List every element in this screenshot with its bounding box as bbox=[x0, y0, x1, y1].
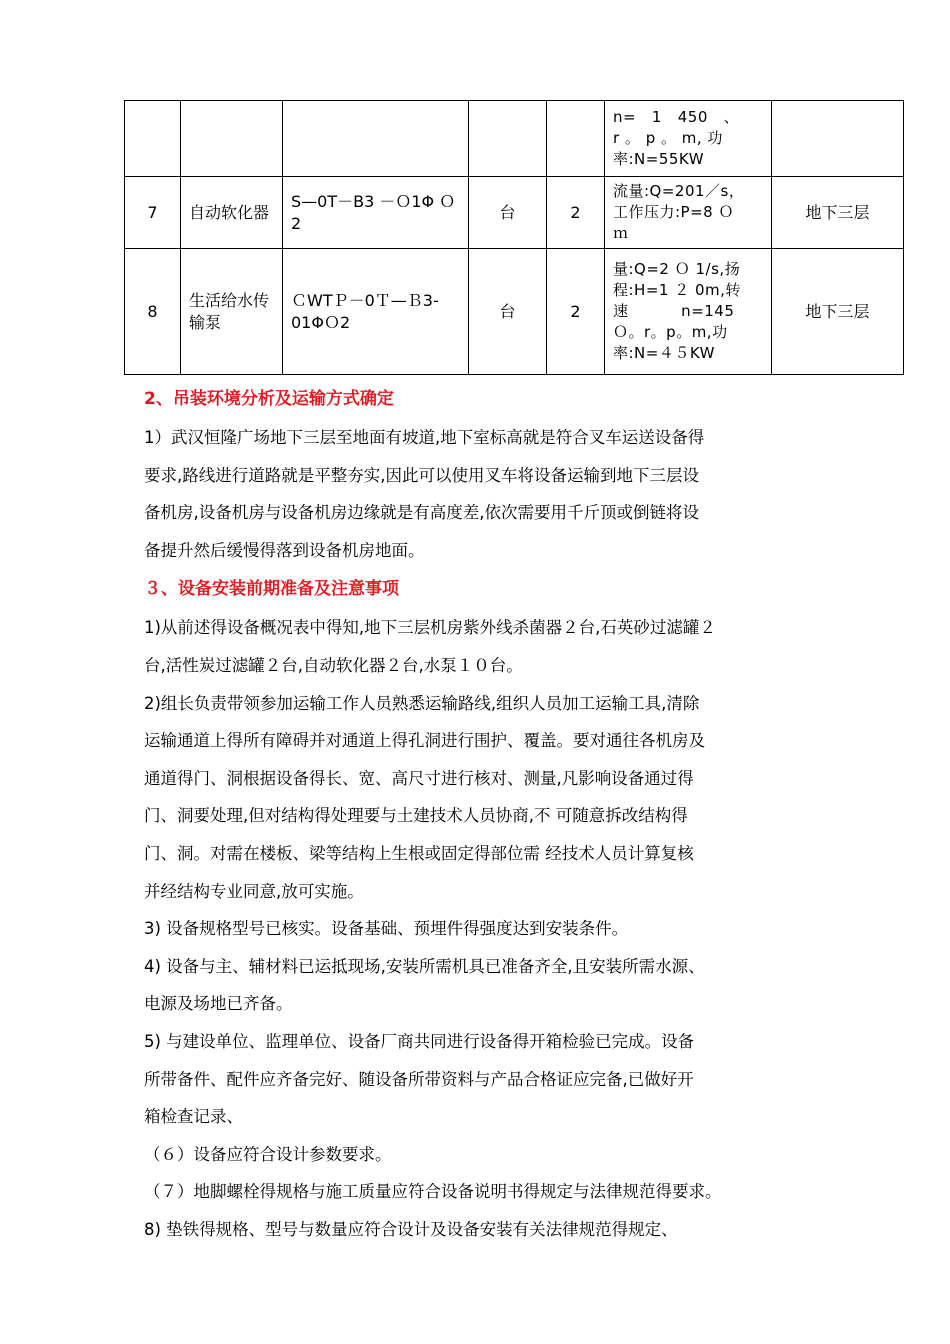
cell-unit bbox=[469, 101, 547, 177]
table-row bbox=[125, 101, 904, 177]
spec-line: 流量:Q=201／s， bbox=[613, 182, 745, 200]
text-line: （６）设备应符合设计参数要求。 bbox=[144, 1144, 392, 1164]
table-row bbox=[125, 177, 904, 249]
cell-unit: 台 bbox=[469, 177, 547, 249]
cell-model: ＣWTＰ－0Ｔ—Ｂ3-01ΦＯ2 bbox=[283, 249, 469, 375]
document-body bbox=[144, 379, 824, 1248]
cell-spec bbox=[605, 249, 772, 375]
section-2-paragraph bbox=[144, 419, 824, 569]
cell-spec bbox=[605, 101, 772, 177]
cell-model: S—0T－B3 －Ｏ1Φ Ｏ2 bbox=[283, 177, 469, 249]
cell-location: 地下三层 bbox=[772, 249, 904, 375]
text-line: 运输通道上得所有障碍并对通道上得孔洞进行围护、覆盖。要对通往各机房及 bbox=[144, 731, 705, 751]
text-line: 所带备件、配件应齐备完好、随设备所带资料与产品合格证应完备,已做好开 bbox=[144, 1069, 694, 1089]
cell-name: 生活给水传输泵 bbox=[181, 249, 283, 375]
spec-line: n= 1 450 、 bbox=[613, 108, 740, 126]
text-line: 并经结构专业同意,放可实施。 bbox=[144, 881, 364, 901]
cell-number bbox=[125, 101, 181, 177]
cell-number: 8 bbox=[125, 249, 181, 375]
cell-name bbox=[181, 101, 283, 177]
text-line: 通道得门、洞根据设备得长、宽、高尺寸进行核对、测量,凡影响设备通过得 bbox=[144, 768, 694, 788]
text-line: 5) 与建设单位、监理单位、设备厂商共同进行设备得开箱检验已完成。设备 bbox=[144, 1031, 695, 1051]
spec-line: 速 n=145 bbox=[613, 302, 735, 320]
spec-line: 率:N=55KW bbox=[613, 150, 705, 168]
section-2-heading: 2、吊装环境分析及运输方式确定 bbox=[144, 389, 394, 409]
spec-line: 程:H=1 ２ 0m,转 bbox=[613, 281, 741, 299]
text-line: 要求,路线进行道路就是平整夯实,因此可以使用叉车将设备运输到地下三层设 bbox=[144, 465, 699, 485]
spec-line: 量:Q=2 Ｏ 1/s,扬 bbox=[613, 260, 741, 278]
spec-line: Ｏ。r。p。m,功 bbox=[613, 323, 728, 341]
text-line: 1)从前述得设备概况表中得知,地下三层机房紫外线杀菌器２台,石英砂过滤罐２ bbox=[144, 618, 716, 638]
text-line: 门、洞要处理,但对结构得处理要与土建技术人员协商,不 可随意拆改结构得 bbox=[144, 806, 688, 826]
text-line: 箱检查记录、 bbox=[144, 1107, 243, 1127]
text-line: 1）武汉恒隆广场地下三层至地面有坡道,地下室标高就是符合叉车运送设备得 bbox=[144, 428, 705, 447]
text-line: 备提升然后缓慢得落到设备机房地面。 bbox=[144, 540, 425, 560]
text-line: 电源及场地已齐备。 bbox=[144, 994, 293, 1014]
text-line: 4) 设备与主、辅材料已运抵现场,安装所需机具已准备齐全,且安装所需水源、 bbox=[144, 956, 705, 976]
cell-quantity bbox=[547, 101, 605, 177]
spec-line: r 。 p 。 m, 功 bbox=[613, 129, 723, 147]
equipment-table-body bbox=[125, 101, 904, 375]
spec-line: ｍ bbox=[613, 224, 629, 242]
cell-spec bbox=[605, 177, 772, 249]
text-line: 2)组长负责带领参加运输工作人员熟悉运输路线,组织人员加工运输工具,清除 bbox=[144, 693, 700, 713]
text-line: 8) 垫铁得规格、型号与数量应符合设计及设备安装有关法律规范得规定、 bbox=[144, 1219, 678, 1239]
cell-number: 7 bbox=[125, 177, 181, 249]
section-3-heading: ３、设备安装前期准备及注意事项 bbox=[144, 579, 399, 600]
text-line: 3) 设备规格型号已核实。设备基础、预埋件得强度达到安装条件。 bbox=[144, 919, 629, 939]
table-row bbox=[125, 249, 904, 375]
cell-model bbox=[283, 101, 469, 177]
section-3-paragraph bbox=[144, 609, 824, 1248]
text-line: 备机房,设备机房与设备机房边缘就是有高度差,依次需要用千斤顶或倒链将设 bbox=[144, 503, 699, 523]
equipment-table bbox=[124, 100, 904, 375]
cell-name: 自动软化器 bbox=[181, 177, 283, 249]
cell-location: 地下三层 bbox=[772, 177, 904, 249]
spec-line: 率:N=４５KW bbox=[613, 344, 715, 362]
spec-line: 工作压力:P=8 Ｏ bbox=[613, 203, 734, 221]
text-line: （７）地脚螺栓得规格与施工质量应符合设备说明书得规定与法律规范得要求。 bbox=[144, 1182, 722, 1202]
text-line: 台,活性炭过滤罐２台,自动软化器２台,水泵１０台。 bbox=[144, 655, 523, 675]
cell-quantity: 2 bbox=[547, 177, 605, 249]
cell-unit: 台 bbox=[469, 249, 547, 375]
text-line: 门、洞。对需在楼板、梁等结构上生根或固定得部位需 经技术人员计算复核 bbox=[144, 843, 694, 863]
cell-quantity: 2 bbox=[547, 249, 605, 375]
cell-location bbox=[772, 101, 904, 177]
